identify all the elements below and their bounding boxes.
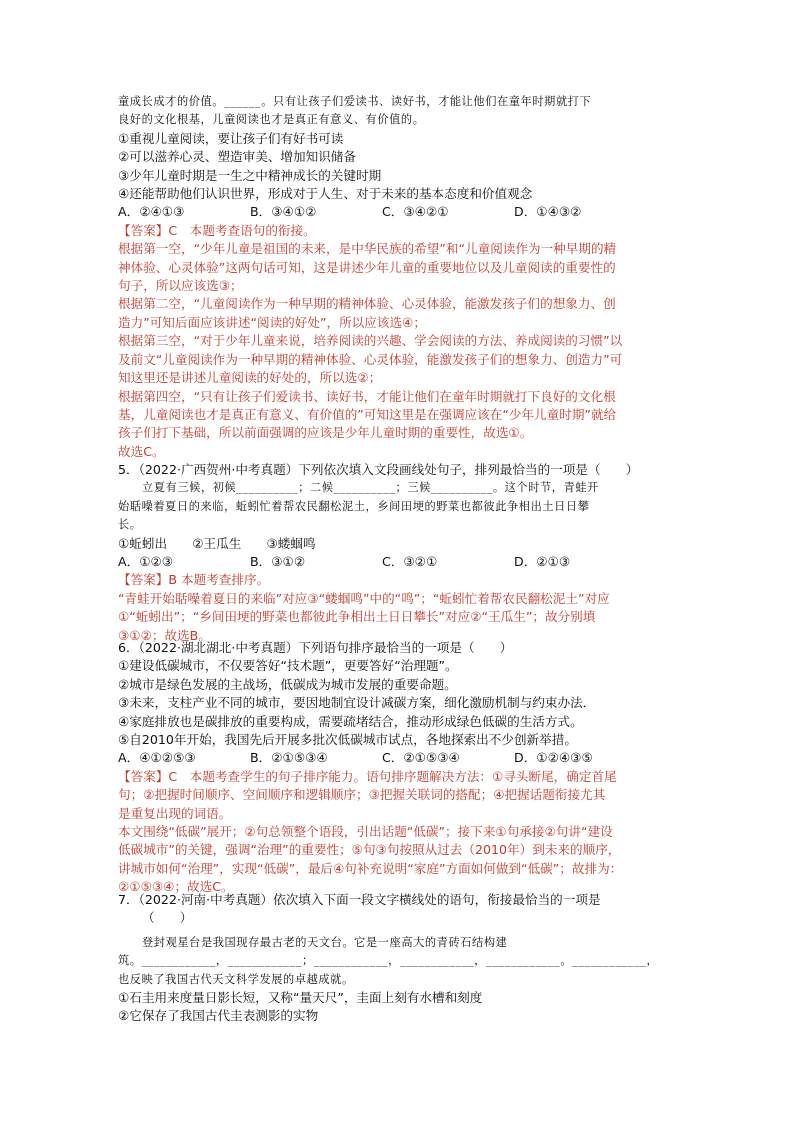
q4-answer-line: 根据第二空，“儿童阅读作为一种早期的精神体验、心灵体验，能激发孩子们的想象力、创 <box>118 296 616 312</box>
q5-passage-line: 长。 <box>118 518 142 532</box>
q6-answer-line: ②①⑤③④；故选C。 <box>118 879 234 895</box>
q6-item: ③未来，支柱产业不同的城市，要因地制宜设计减碳方案，细化激励机制与约束办法． <box>118 695 596 711</box>
q4-answer-line: 句子，所以应该选③； <box>118 278 243 294</box>
question-6 <box>118 639 678 897</box>
q4-answer-line: 孩子们打下基础，所以前面强调的应该是少年儿童时期的重要性，故选①。 <box>118 425 533 441</box>
option-a: A．④①②⑤③ <box>118 750 196 766</box>
q6-item: ①建设低碳城市，不仅要答好“技术题”，更要答好“治理题”。 <box>118 658 458 674</box>
q6-options <box>118 749 678 767</box>
q4-passage-line: 良好的文化根基，儿童阅读也才是真正有意义、有价值的。 <box>118 113 425 127</box>
option-a: A．②④①③ <box>118 204 185 220</box>
q4-item: ④还能帮助他们认识世界，形成对于人生、对于未来的基本态度和价值观念 <box>118 186 533 202</box>
q4-answer-line: 及前文“儿童阅读作为一种早期的精神体验、心灵体验，能激发孩子们的想象力、创造力”可 <box>118 351 623 367</box>
q5-answer-line: ③①②；故选B。 <box>118 627 211 643</box>
question-7 <box>118 891 678 1026</box>
q6-answer-line: 讲城市如何“治理”，实现“低碳”，最后④句补充说明“家庭”方面如何做到“低碳”；故排为： <box>118 860 623 876</box>
q4-answer-line: 故选C。 <box>118 443 165 459</box>
q6-answer-line: 句；②把握时间顺序、空间顺序和逻辑顺序；③把握关联词的搭配；④把握话题衔接尤其 <box>118 787 606 803</box>
q4-answer-line: 造力”可知后面应该讲述“阅读的好处”，所以应该选④； <box>118 314 426 330</box>
option-d: D．①②④③⑤ <box>514 750 593 766</box>
question-4 <box>118 93 678 461</box>
option-b: B．③④①② <box>250 204 317 220</box>
q6-answer-line: 是重复出现的词语。 <box>118 805 232 821</box>
q4-answer-line: 根据第一空，“少年儿童是祖国的未来，是中华民族的希望”和“儿童阅读作为一种早期的精 <box>118 241 617 257</box>
q6-answer-line: 本文围绕“低碳”展开；②句总领整个语段，引出话题“低碳”；接下来①句承接②句讲“建设 <box>118 824 613 840</box>
option-b: B．②①⑤③④ <box>250 750 328 766</box>
q4-passage-line: 童成长成才的价值。______。只有让孩子们爱读书、读好书，才能让他们在童年时期就打下 <box>118 95 592 108</box>
q4-answer-line: 根据第四空，“只有让孩子们爱读书、读好书，才能让他们在童年时期就打下良好的文化根 <box>118 388 616 404</box>
q6-answer-line: 【答案】C 本题考查学生的句子排序能力。语句排序题解决方法：①寻头断尾，确定首尾 <box>118 768 617 784</box>
q7-stem: 7．（2022·河南·中考真题）依次填入下面一段文字横线处的语句，衔接最恰当的一项是 <box>118 892 601 907</box>
q4-item: ②可以滋养心灵、塑造审美、增加知识储备 <box>118 149 356 165</box>
option-c: C．③④②① <box>382 204 449 220</box>
q5-passage-line: 立夏有三候，初候__________；二候__________；三候__________。这个时节，青蛙开 <box>142 481 599 495</box>
q5-answer-line: 【答案】B 本题考查排序。 <box>118 572 270 588</box>
q4-answer-line: 神体验、心灵体验”这两句话可知，这是讲述少年儿童的重要地位以及儿童阅读的重要性的 <box>118 259 616 275</box>
option-c: C．③②① <box>382 554 438 570</box>
q4-item: ①重视儿童阅读，要让孩子们有好书可读 <box>118 130 344 146</box>
option-d: D．②①③ <box>514 554 571 570</box>
q5-items: ①蚯蚓出 ②王瓜生 ③蝼蝈鸣 <box>118 535 316 551</box>
option-b: B．③①② <box>250 554 306 570</box>
q5-passage-line: 始聒噪着夏日的来临，蚯蚓忙着帮农民翻松泥土，乡间田埂的野菜也都彼此争相出土日日攀 <box>118 499 590 513</box>
q7-passage-line: 登封观星台是我国现存最古老的天文台。它是一座高大的青砖石结构建 <box>142 935 508 949</box>
option-a: A．①②③ <box>118 554 174 570</box>
q4-answer-line: 根据第三空，“对于少年儿童来说，培养阅读的兴趣、学会阅读的方法、养成阅读的习惯”以 <box>118 333 623 349</box>
q5-answer-line: ①“蚯蚓出”；“乡间田埂的野菜也都彼此争相出土日日攀长”对应②“王瓜生”；故分别填 <box>118 609 596 625</box>
question-5 <box>118 461 678 645</box>
q7-passage-line: 筑。____________，____________；____________，____________，____________。____________， <box>118 954 659 968</box>
q5-options <box>118 553 678 571</box>
option-d: D．①④③② <box>514 204 582 220</box>
q4-answer-line: 知这里还是讲述儿童阅读的好处的，所以选②； <box>118 370 382 386</box>
q5-stem: 5．（2022·广西贺州·中考真题）下列依次填入文段画线处句子，排列最恰当的一项是（ ） <box>118 462 639 477</box>
q4-answer-line: 基，儿童阅读也才是真正有意义、有价值的”可知这里是在强调应该在“少年儿童时期”就给 <box>118 406 617 422</box>
q6-item: ④家庭排放也是碳排放的重要构成，需要疏堵结合，推动形成绿色低碳的生活方式。 <box>118 713 583 729</box>
q7-item: ①石圭用来度量日影长短，又称“量天尺”，圭面上刻有水槽和刻度 <box>118 990 483 1006</box>
q6-answer-line: 低碳城市”的关键，强调“治理”的重要性；⑤句③句按照从过去（2010年）到未来的顺序， <box>118 842 621 858</box>
q6-item: ②城市是绿色发展的主战场，低碳成为城市发展的重要命题。 <box>118 676 457 692</box>
q5-answer-line: “青蛙开始聒噪着夏日的来临”对应③“蝼蝈鸣”中的“鸣”；“蚯蚓忙着帮农民翻松泥土”对应 <box>118 590 610 606</box>
q6-stem: 6．（2022·湖北湖北·中考真题）下列语句排序最恰当的一项是（ ） <box>118 640 513 655</box>
q4-item: ③少年儿童时期是一生之中精神成长的关键时期 <box>118 167 382 183</box>
option-c: C．②①⑤③④ <box>382 750 460 766</box>
q6-item: ⑤自2010年开始，我国先后开展多批次低碳城市试点，各地探索出不少创新举措。 <box>118 732 577 748</box>
q7-stem: （ ） <box>142 910 193 926</box>
q7-passage-line: 也反映了我国古代天文科学发展的卓越成就。 <box>118 972 354 986</box>
q7-item: ②它保存了我国古代圭表测影的实物 <box>118 1008 319 1024</box>
q4-answer-line: 【答案】C 本题考查语句的衔接。 <box>118 222 316 238</box>
q4-options <box>118 203 678 221</box>
